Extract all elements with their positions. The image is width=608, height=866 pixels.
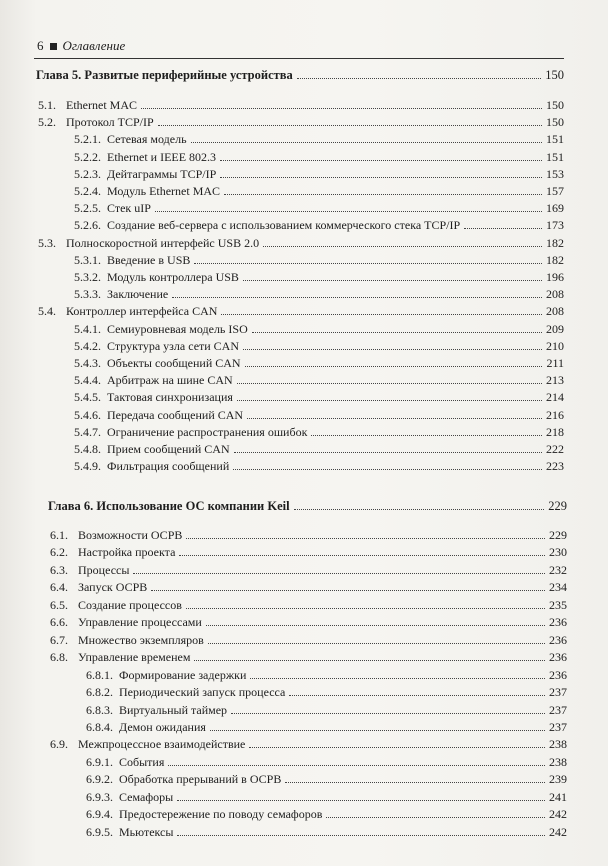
entry-page: 214 xyxy=(546,390,564,405)
section-entry[interactable] xyxy=(38,236,564,251)
section-entry[interactable] xyxy=(50,615,567,630)
entry-title: Передача сообщений CAN xyxy=(107,407,244,422)
entry-title: Ethernet MAC xyxy=(66,98,137,112)
entry-title: Прием сообщений CAN xyxy=(107,442,230,456)
entry-page: 239 xyxy=(549,772,567,787)
subsection-entry[interactable] xyxy=(74,270,564,285)
dot-leader xyxy=(208,643,545,644)
entry-page: 222 xyxy=(546,442,564,456)
entry-number: 6.9.4. xyxy=(86,807,113,822)
entry-page: 234 xyxy=(549,580,567,595)
dot-leader xyxy=(234,452,542,453)
entry-page: 208 xyxy=(546,304,564,319)
entry-number: 5.4.7. xyxy=(74,424,101,439)
dot-leader xyxy=(172,297,542,298)
running-head xyxy=(37,38,125,54)
entry-page: 182 xyxy=(546,235,564,250)
entry-number: 6.8. xyxy=(50,650,68,665)
dot-leader xyxy=(158,125,542,126)
entry-page: 236 xyxy=(549,650,567,665)
dot-leader xyxy=(186,608,545,609)
entry-number: 5.2.4. xyxy=(74,184,101,198)
entry-page: 223 xyxy=(546,459,564,474)
entry-title: Сетевая модель xyxy=(107,132,187,147)
entry-number: 5.1. xyxy=(38,98,56,112)
subsection-entry[interactable] xyxy=(74,373,564,388)
entry-title: Стек uIP xyxy=(107,201,151,216)
dot-leader xyxy=(464,228,542,229)
entry-number: 5.2.6. xyxy=(74,218,101,233)
dot-leader xyxy=(168,765,545,766)
subsection-entry[interactable] xyxy=(86,807,567,822)
entry-page: 241 xyxy=(549,789,567,804)
subsection-entry[interactable] xyxy=(86,703,567,718)
entry-number: 6.9.3. xyxy=(86,789,113,804)
dot-leader xyxy=(224,194,542,195)
entry-number: 6.9. xyxy=(50,737,68,752)
entry-title: Демон ожидания xyxy=(119,719,206,734)
entry-title: Дейтаграммы TCP/IP xyxy=(107,166,217,181)
entry-page: 157 xyxy=(546,184,564,198)
entry-title: Ethernet и IEEE 802.3 xyxy=(107,149,217,164)
entry-number: 5.4.6. xyxy=(74,407,101,422)
dot-leader xyxy=(247,418,542,419)
entry-number: 5.4.9. xyxy=(74,459,101,474)
entry-page: 229 xyxy=(549,528,567,542)
entry-page: 230 xyxy=(549,545,567,560)
entry-page: 213 xyxy=(546,373,564,388)
entry-title: Периодический запуск процесса xyxy=(119,685,286,700)
entry-page: 218 xyxy=(546,424,564,439)
subsection-entry[interactable] xyxy=(74,442,564,457)
dot-leader xyxy=(141,108,542,109)
subsection-entry[interactable] xyxy=(74,356,564,371)
dot-leader xyxy=(252,332,542,333)
section-entry[interactable] xyxy=(38,115,564,130)
subsection-entry[interactable] xyxy=(86,755,567,770)
entry-title: Запуск ОСРВ xyxy=(78,580,148,595)
dot-leader xyxy=(220,177,542,178)
entry-page: 237 xyxy=(549,702,567,717)
subsection-entry[interactable] xyxy=(74,184,564,199)
subsection-entry[interactable] xyxy=(74,253,564,268)
entry-title: Ограничение распространения ошибок xyxy=(107,424,308,439)
entry-title: Протокол TCP/IP xyxy=(66,115,154,130)
dot-leader xyxy=(133,573,545,574)
entry-page: 182 xyxy=(546,252,564,267)
dot-leader xyxy=(237,400,542,401)
entry-number: 5.3. xyxy=(38,235,56,250)
chapter-heading[interactable] xyxy=(36,68,564,83)
subsection-entry[interactable] xyxy=(74,425,564,440)
chapter-heading[interactable] xyxy=(48,499,567,514)
chapter-title: Глава 6. Использование ОС компании Keil xyxy=(48,499,290,513)
entry-number: 5.3.3. xyxy=(74,287,101,302)
entry-title: Создание процессов xyxy=(78,597,182,612)
entry-page: 210 xyxy=(546,338,564,353)
entry-page: 236 xyxy=(549,615,567,630)
entry-title: Обработка прерываний в ОСРВ xyxy=(119,772,282,787)
section-entry[interactable] xyxy=(50,545,567,560)
entry-page: 173 xyxy=(546,218,564,233)
entry-number: 5.4.2. xyxy=(74,338,101,353)
entry-title: Формирование задержки xyxy=(119,667,247,682)
dot-leader xyxy=(194,660,545,661)
subsection-entry[interactable] xyxy=(86,720,567,735)
dot-leader xyxy=(231,713,545,714)
entry-title: Процессы xyxy=(78,562,130,577)
dot-leader xyxy=(206,625,545,626)
entry-page: 150 xyxy=(546,115,564,130)
entry-number: 6.1. xyxy=(50,528,68,542)
entry-number: 6.8.2. xyxy=(86,685,113,700)
header-rule xyxy=(34,58,564,59)
dot-leader xyxy=(311,435,542,436)
dot-leader xyxy=(221,314,542,315)
dot-leader xyxy=(179,555,545,556)
subsection-entry[interactable] xyxy=(74,408,564,423)
chapter-title: Глава 5. Развитые периферийные устройства xyxy=(36,68,293,82)
entry-number: 5.4.1. xyxy=(74,321,101,336)
dot-leader xyxy=(249,747,545,748)
entry-page: 242 xyxy=(549,807,567,822)
section-entry[interactable] xyxy=(50,633,567,648)
entry-title: Объекты сообщений CAN xyxy=(107,356,241,370)
subsection-entry[interactable] xyxy=(74,132,564,147)
entry-number: 6.8.1. xyxy=(86,667,113,682)
entry-number: 5.2.2. xyxy=(74,149,101,164)
entry-title: Модуль контроллера USB xyxy=(107,270,239,284)
section-entry[interactable] xyxy=(50,737,567,752)
entry-page: 232 xyxy=(549,562,567,577)
entry-page: 153 xyxy=(546,166,564,181)
entry-title: Структура узла сети CAN xyxy=(107,338,240,353)
entry-title: Контроллер интерфейса CAN xyxy=(66,304,218,319)
entry-number: 5.2.1. xyxy=(74,132,101,147)
entry-title: Управление процессами xyxy=(78,615,202,630)
entry-title: Семиуровневая модель ISO xyxy=(107,321,248,336)
dot-leader xyxy=(186,538,545,539)
dot-leader xyxy=(194,263,542,264)
entry-title: Предостережение по поводу семафоров xyxy=(119,807,323,822)
subsection-entry[interactable] xyxy=(86,825,567,840)
entry-title: Настройка проекта xyxy=(78,545,176,560)
dot-leader xyxy=(151,590,545,591)
entry-number: 6.2. xyxy=(50,545,68,560)
section-entry[interactable] xyxy=(50,598,567,613)
subsection-entry[interactable] xyxy=(74,322,564,337)
entry-page: 209 xyxy=(546,321,564,336)
entry-page: 242 xyxy=(549,824,567,839)
dot-leader xyxy=(243,349,542,350)
entry-number: 5.3.1. xyxy=(74,252,101,267)
entry-page: 237 xyxy=(549,685,567,700)
entry-title: Введение в USB xyxy=(107,252,191,267)
entry-number: 5.2.5. xyxy=(74,201,101,216)
entry-page: 151 xyxy=(546,132,564,147)
dot-leader xyxy=(233,469,542,470)
subsection-entry[interactable] xyxy=(74,218,564,233)
entry-page: 235 xyxy=(549,597,567,612)
entry-page: 151 xyxy=(546,149,564,164)
entry-title: Арбитраж на шине CAN xyxy=(107,373,233,388)
entry-title: События xyxy=(119,754,165,769)
subsection-entry[interactable] xyxy=(74,287,564,302)
entry-title: Виртуальный таймер xyxy=(119,702,228,717)
entry-title: Фильтрация сообщений xyxy=(107,459,230,474)
entry-number: 5.2. xyxy=(38,115,56,130)
entry-page: 150 xyxy=(546,98,564,112)
dot-leader xyxy=(297,78,541,79)
entry-number: 5.2.3. xyxy=(74,166,101,181)
dot-leader xyxy=(243,280,542,281)
subsection-entry[interactable] xyxy=(86,790,567,805)
entry-title: Мьютексы xyxy=(119,824,174,839)
entry-number: 5.4.8. xyxy=(74,442,101,456)
section-entry[interactable] xyxy=(38,304,564,319)
entry-number: 6.9.1. xyxy=(86,754,113,769)
entry-title: Создание веб-сервера с использованием коммерческого стека TCP/IP xyxy=(107,218,461,233)
entry-title: Заключение xyxy=(107,287,169,302)
entry-number: 5.4.5. xyxy=(74,390,101,405)
section-entry[interactable] xyxy=(50,650,567,665)
subsection-entry[interactable] xyxy=(74,459,564,474)
subsection-entry[interactable] xyxy=(74,201,564,216)
section-entry[interactable] xyxy=(50,563,567,578)
subsection-entry[interactable] xyxy=(86,772,567,787)
entry-page: 236 xyxy=(549,632,567,647)
entry-number: 6.6. xyxy=(50,615,68,630)
entry-page: 169 xyxy=(546,201,564,216)
entry-title: Межпроцессное взаимодействие xyxy=(78,737,246,752)
page-number: 6 xyxy=(37,38,44,53)
entry-page: 237 xyxy=(549,719,567,734)
dot-leader xyxy=(326,817,545,818)
dot-leader xyxy=(155,211,542,212)
entry-number: 6.5. xyxy=(50,597,68,612)
entry-title: Семафоры xyxy=(119,789,174,804)
entry-title: Множество экземпляров xyxy=(78,632,204,647)
section-entry[interactable] xyxy=(50,528,567,543)
dot-leader xyxy=(294,509,545,510)
entry-number: 5.4. xyxy=(38,304,56,319)
subsection-entry[interactable] xyxy=(86,685,567,700)
dot-leader xyxy=(237,383,542,384)
entry-page: 196 xyxy=(546,270,564,284)
entry-number: 6.3. xyxy=(50,562,68,577)
entry-number: 5.4.3. xyxy=(74,356,101,370)
subsection-entry[interactable] xyxy=(74,167,564,182)
entry-number: 6.9.2. xyxy=(86,772,113,787)
entry-title: Тактовая синхронизация xyxy=(107,390,233,405)
entry-title: Полноскоростной интерфейс USB 2.0 xyxy=(66,235,260,250)
entry-title: Модуль Ethernet MAC xyxy=(107,184,221,198)
entry-page: 216 xyxy=(546,407,564,422)
chapter-page: 229 xyxy=(548,499,567,513)
entry-title: Возможности ОСРВ xyxy=(78,528,183,542)
dot-leader xyxy=(263,246,542,247)
entry-page: 236 xyxy=(549,667,567,682)
entry-title: Управление временем xyxy=(78,650,191,665)
dot-leader xyxy=(245,366,543,367)
subsection-entry[interactable] xyxy=(74,390,564,405)
running-title: Оглавление xyxy=(62,38,126,53)
entry-number: 6.4. xyxy=(50,580,68,595)
dot-leader xyxy=(220,160,542,161)
subsection-entry[interactable] xyxy=(86,668,567,683)
entry-page: 211 xyxy=(546,356,564,370)
chapter-page: 150 xyxy=(545,68,564,82)
entry-number: 6.9.5. xyxy=(86,824,113,839)
subsection-entry[interactable] xyxy=(74,150,564,165)
entry-number: 6.8.4. xyxy=(86,719,113,734)
dot-leader xyxy=(177,800,545,801)
dot-leader xyxy=(210,730,545,731)
dot-leader xyxy=(191,142,542,143)
square-bullet-icon xyxy=(50,43,57,50)
section-entry[interactable] xyxy=(38,98,564,113)
entry-page: 238 xyxy=(549,754,567,769)
entry-number: 5.4.4. xyxy=(74,373,101,388)
section-entry[interactable] xyxy=(50,580,567,595)
entry-page: 208 xyxy=(546,287,564,302)
entry-number: 5.3.2. xyxy=(74,270,101,284)
entry-number: 6.7. xyxy=(50,632,68,647)
entry-page: 238 xyxy=(549,737,567,752)
subsection-entry[interactable] xyxy=(74,339,564,354)
dot-leader xyxy=(285,782,545,783)
dot-leader xyxy=(289,695,545,696)
entry-number: 6.8.3. xyxy=(86,702,113,717)
dot-leader xyxy=(177,835,545,836)
dot-leader xyxy=(250,678,545,679)
